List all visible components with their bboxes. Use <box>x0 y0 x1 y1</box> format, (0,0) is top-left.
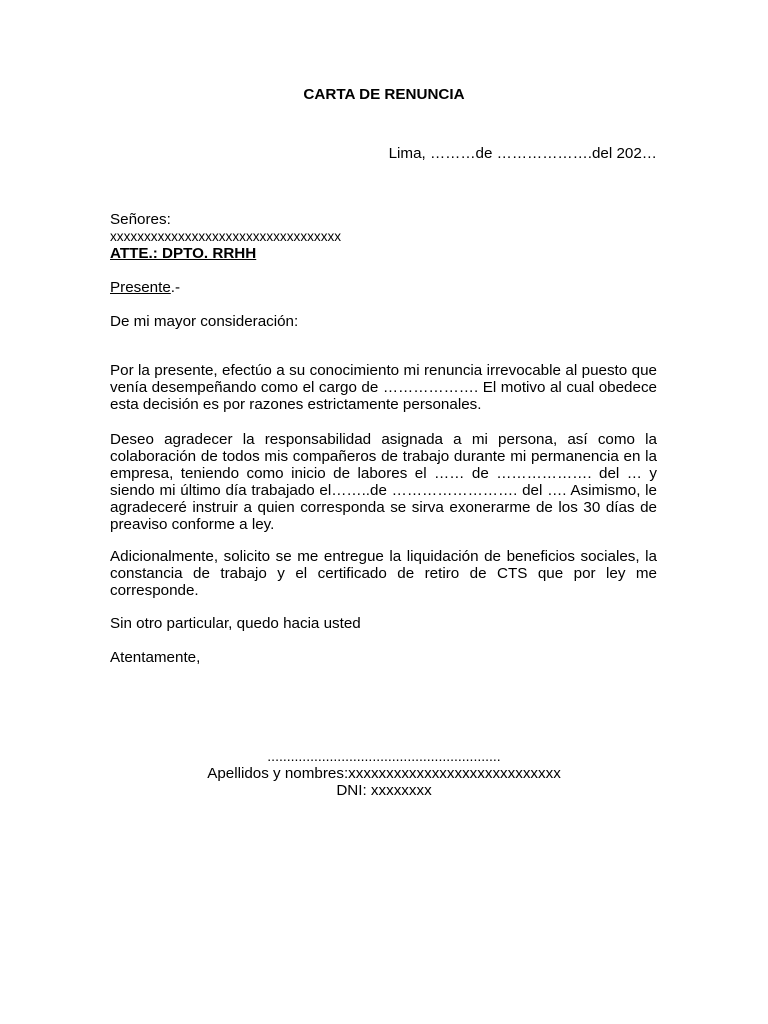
letter-title: CARTA DE RENUNCIA <box>303 86 465 103</box>
presente-word: Presente <box>110 279 171 296</box>
company-placeholder: xxxxxxxxxxxxxxxxxxxxxxxxxxxxxxxxxx <box>110 229 342 244</box>
presente-suffix: .- <box>170 279 181 296</box>
greeting: De mi mayor consideración: <box>110 313 299 330</box>
regards-line: Atentamente, <box>110 649 201 666</box>
date-line: Lima, ………de ……………….del 202… <box>388 145 657 162</box>
closing-line: Sin otro particular, quedo hacia usted <box>110 615 361 632</box>
signature-block <box>0 748 768 799</box>
paragraph-gratitude: Deseo agradecer la responsabilidad asignada a mi persona, así como la colaboración de todos mis compañeros de trabajo durante mi permanencia en la empresa, teniendo como inicio de labores el …… de ………………. del … y siendo mi último día trabajado el……..de ……………………. del …. Asimismo, le agradeceré instruir a quien corresponda se sirva exonerarme de los 30 días de preaviso conforme a ley. <box>110 431 657 533</box>
signature-line: ............................................................ <box>267 748 501 764</box>
presente-line <box>110 279 657 296</box>
signature-dni: DNI: xxxxxxxx <box>336 782 432 799</box>
signature-names: Apellidos y nombres:xxxxxxxxxxxxxxxxxxxxxxxxxxxx <box>207 765 561 782</box>
salutation: Señores: <box>110 211 171 228</box>
paragraph-resignation: Por la presente, efectúo a su conocimiento mi renuncia irrevocable al puesto que venía desempeñando como el cargo de ………………. El motivo al cual obedece esta decisión es por razones estrictamente personales. <box>110 362 657 413</box>
attention-line: ATTE.: DPTO. RRHH <box>110 245 257 262</box>
addressee-block <box>110 211 657 262</box>
paragraph-benefits: Adicionalmente, solicito se me entregue la liquidación de beneficios sociales, la constancia de trabajo y el certificado de retiro de CTS que por ley me corresponde. <box>110 548 657 599</box>
